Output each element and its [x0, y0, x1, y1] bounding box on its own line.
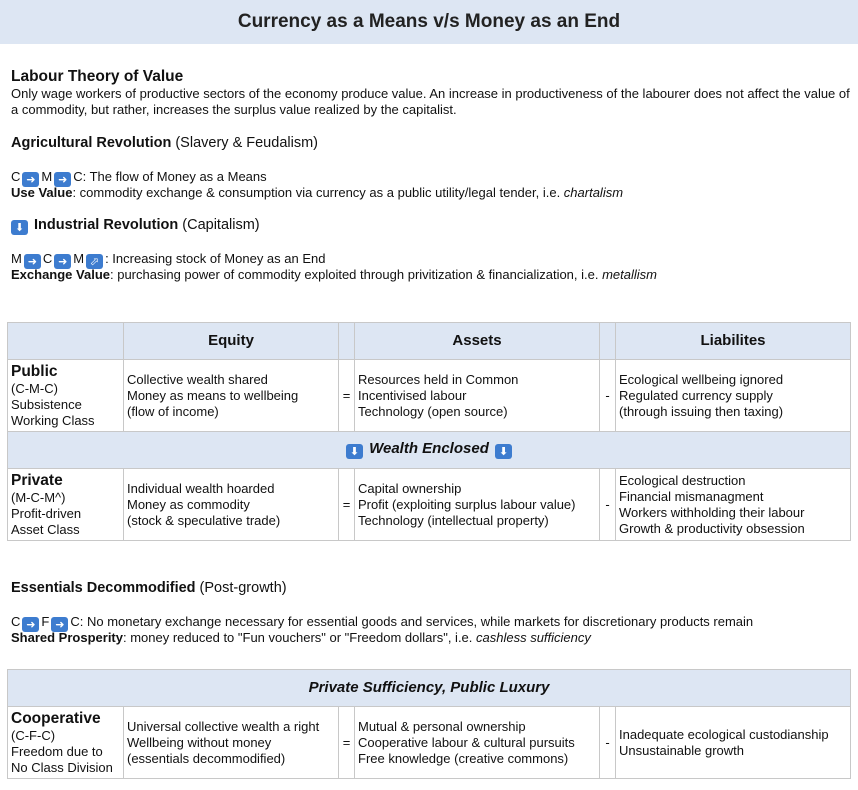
- header-liabilities: Liabilites: [616, 323, 851, 360]
- liabilities-cell: [616, 707, 851, 779]
- assets-cell: [355, 360, 600, 432]
- cell-line: (stock & speculative trade): [127, 512, 281, 528]
- arrow-right-icon: ➜: [51, 617, 68, 632]
- row-sub: Working Class: [11, 412, 95, 428]
- cell-line: Regulated currency supply: [619, 387, 773, 403]
- minus-sign: -: [600, 707, 616, 779]
- equity-cell: [124, 469, 339, 541]
- essentials-value: [11, 630, 851, 646]
- essentials-heading-bold: Essentials Decommodified: [11, 580, 196, 596]
- arrow-up-right-icon: ⬀: [86, 254, 103, 269]
- arrow-down-icon: ⬇: [11, 220, 28, 235]
- row-label: [8, 360, 124, 432]
- title-bar: [0, 0, 858, 44]
- arrow-right-icon: ➜: [22, 617, 39, 632]
- header-gap: [600, 323, 616, 360]
- cell-line: Capital ownership: [358, 480, 462, 496]
- row-sub: (M-C-M^): [11, 489, 66, 505]
- flow-text: : No monetary exchange necessary for essential goods and services, while markets for discretionary products remain: [79, 614, 754, 629]
- value-label: Shared Prosperity: [11, 630, 123, 645]
- agri-heading-rest: (Slavery & Feudalism): [171, 135, 318, 151]
- row-label: [8, 707, 124, 779]
- assets-cell: [355, 707, 600, 779]
- row-name: Public: [11, 362, 58, 380]
- liabilities-cell: [616, 469, 851, 541]
- page-title: Currency as a Means v/s Money as an End: [237, 11, 621, 32]
- arrow-down-icon: ⬇: [495, 444, 512, 459]
- header-equity: Equity: [124, 323, 339, 360]
- arrow-down-icon: ⬇: [346, 444, 363, 459]
- arrow-right-icon: ➜: [54, 172, 71, 187]
- flow-token: F: [41, 614, 50, 629]
- cell-line: Ecological wellbeing ignored: [619, 371, 784, 387]
- cell-line: Technology (open source): [358, 403, 508, 419]
- table-header-row: [8, 323, 851, 360]
- cell-line: Unsustainable growth: [619, 742, 745, 758]
- equity-cell: [124, 360, 339, 432]
- flow-token: C: [73, 169, 83, 184]
- cell-line: Money as commodity: [127, 496, 250, 512]
- flow-token: C: [11, 614, 21, 629]
- flow-text: : Increasing stock of Money as an End: [105, 251, 326, 266]
- value-em: chartalism: [563, 185, 624, 200]
- table-row-public: [8, 360, 851, 432]
- cooperative-table: [7, 669, 851, 779]
- cell-line: Workers withholding their labour: [619, 504, 805, 520]
- row-sub: Asset Class: [11, 521, 80, 537]
- cell-line: Ecological destruction: [619, 472, 746, 488]
- agri-heading: [11, 135, 851, 151]
- value-text: : commodity exchange & consumption via currency as a public utility/legal tender, i.e.: [72, 185, 564, 200]
- labour-body: Only wage workers of productive sectors of the economy produce value. An increase in productiveness of the labourer does not affect the value of a commodity, but rather, increases the surplus value realized by the capitalist.: [11, 86, 850, 117]
- cell-line: Technology (intellectual property): [358, 512, 549, 528]
- cell-line: Financial mismanagment: [619, 488, 764, 504]
- cell-line: (flow of income): [127, 403, 219, 419]
- flow-text: : The flow of Money as a Means: [82, 169, 267, 184]
- balance-table: [7, 322, 851, 541]
- cell-line: Wellbeing without money: [127, 734, 272, 750]
- header-gap: [339, 323, 355, 360]
- table-row-cooperative: [8, 707, 851, 779]
- band-row-private-sufficiency: [8, 670, 851, 707]
- arrow-right-icon: ➜: [22, 172, 39, 187]
- minus-sign: -: [600, 360, 616, 432]
- cell-line: Profit (exploiting surplus labour value): [358, 496, 576, 512]
- band-row-wealth-enclosed: [8, 432, 851, 469]
- assets-cell: [355, 469, 600, 541]
- flow-token: C: [42, 251, 53, 266]
- liabilities-cell: [616, 360, 851, 432]
- row-sub: Profit-driven: [11, 505, 82, 521]
- value-label: Use Value: [11, 185, 73, 200]
- equals-sign: =: [339, 469, 355, 541]
- cell-line: Cooperative labour & cultural pursuits: [358, 734, 575, 750]
- row-sub: (C-F-C): [11, 727, 56, 743]
- value-text: : money reduced to "Fun vouchers" or "Freedom dollars", i.e.: [123, 630, 477, 645]
- cell-line: (through issuing then taxing): [619, 403, 784, 419]
- flow-token: M: [73, 251, 85, 266]
- cell-line: Universal collective wealth a right: [127, 718, 320, 734]
- value-em: metallism: [602, 267, 657, 282]
- cell-line: Resources held in Common: [358, 371, 519, 387]
- cell-line: Growth & productivity obsession: [619, 520, 805, 536]
- row-sub: Freedom due to: [11, 743, 103, 759]
- value-text: : purchasing power of commodity exploited through privitization & financialization, i.e.: [110, 267, 603, 282]
- minus-sign: -: [600, 469, 616, 541]
- flow-token: C: [70, 614, 80, 629]
- agri-value: [11, 185, 851, 201]
- cell-line: Free knowledge (creative commons): [358, 750, 569, 766]
- value-label: Exchange Value: [11, 267, 110, 282]
- row-label: [8, 469, 124, 541]
- cell-line: Individual wealth hoarded: [127, 480, 275, 496]
- cell-line: Collective wealth shared: [127, 371, 268, 387]
- band-cell: [8, 432, 851, 469]
- cell-line: Mutual & personal ownership: [358, 718, 526, 734]
- agri-heading-bold: Agricultural Revolution: [11, 135, 172, 151]
- flow-token: M: [11, 251, 22, 266]
- row-name: Cooperative: [11, 709, 101, 727]
- value-em: cashless sufficiency: [476, 630, 591, 645]
- table-row-private: [8, 469, 851, 541]
- essentials-heading-rest: (Post-growth): [195, 580, 287, 596]
- industrial-heading-rest: (Capitalism): [178, 217, 260, 233]
- labour-section: [11, 68, 851, 118]
- flow-token: C: [11, 169, 21, 184]
- header-assets: Assets: [355, 323, 600, 360]
- industrial-heading-bold: Industrial Revolution: [34, 217, 179, 233]
- cell-line: (essentials decommodified): [127, 750, 286, 766]
- industrial-value: [11, 267, 851, 283]
- row-sub: No Class Division: [11, 759, 113, 775]
- cell-line: Incentivised labour: [358, 387, 467, 403]
- cell-line: Inadequate ecological custodianship: [619, 726, 829, 742]
- band-label: Wealth Enclosed: [369, 440, 489, 457]
- essentials-heading: [11, 580, 851, 596]
- header-empty: [8, 323, 124, 360]
- equals-sign: =: [339, 360, 355, 432]
- arrow-right-icon: ➜: [54, 254, 71, 269]
- equals-sign: =: [339, 707, 355, 779]
- row-sub: (C-M-C): [11, 380, 58, 396]
- industrial-heading: [11, 217, 851, 235]
- cell-line: Money as means to wellbeing: [127, 387, 299, 403]
- equity-cell: [124, 707, 339, 779]
- flow-token: M: [41, 169, 53, 184]
- row-sub: Subsistence: [11, 396, 82, 412]
- arrow-right-icon: ➜: [24, 254, 41, 269]
- row-name: Private: [11, 471, 63, 489]
- labour-heading: Labour Theory of Value: [11, 68, 184, 85]
- band-cell: Private Sufficiency, Public Luxury: [8, 670, 851, 707]
